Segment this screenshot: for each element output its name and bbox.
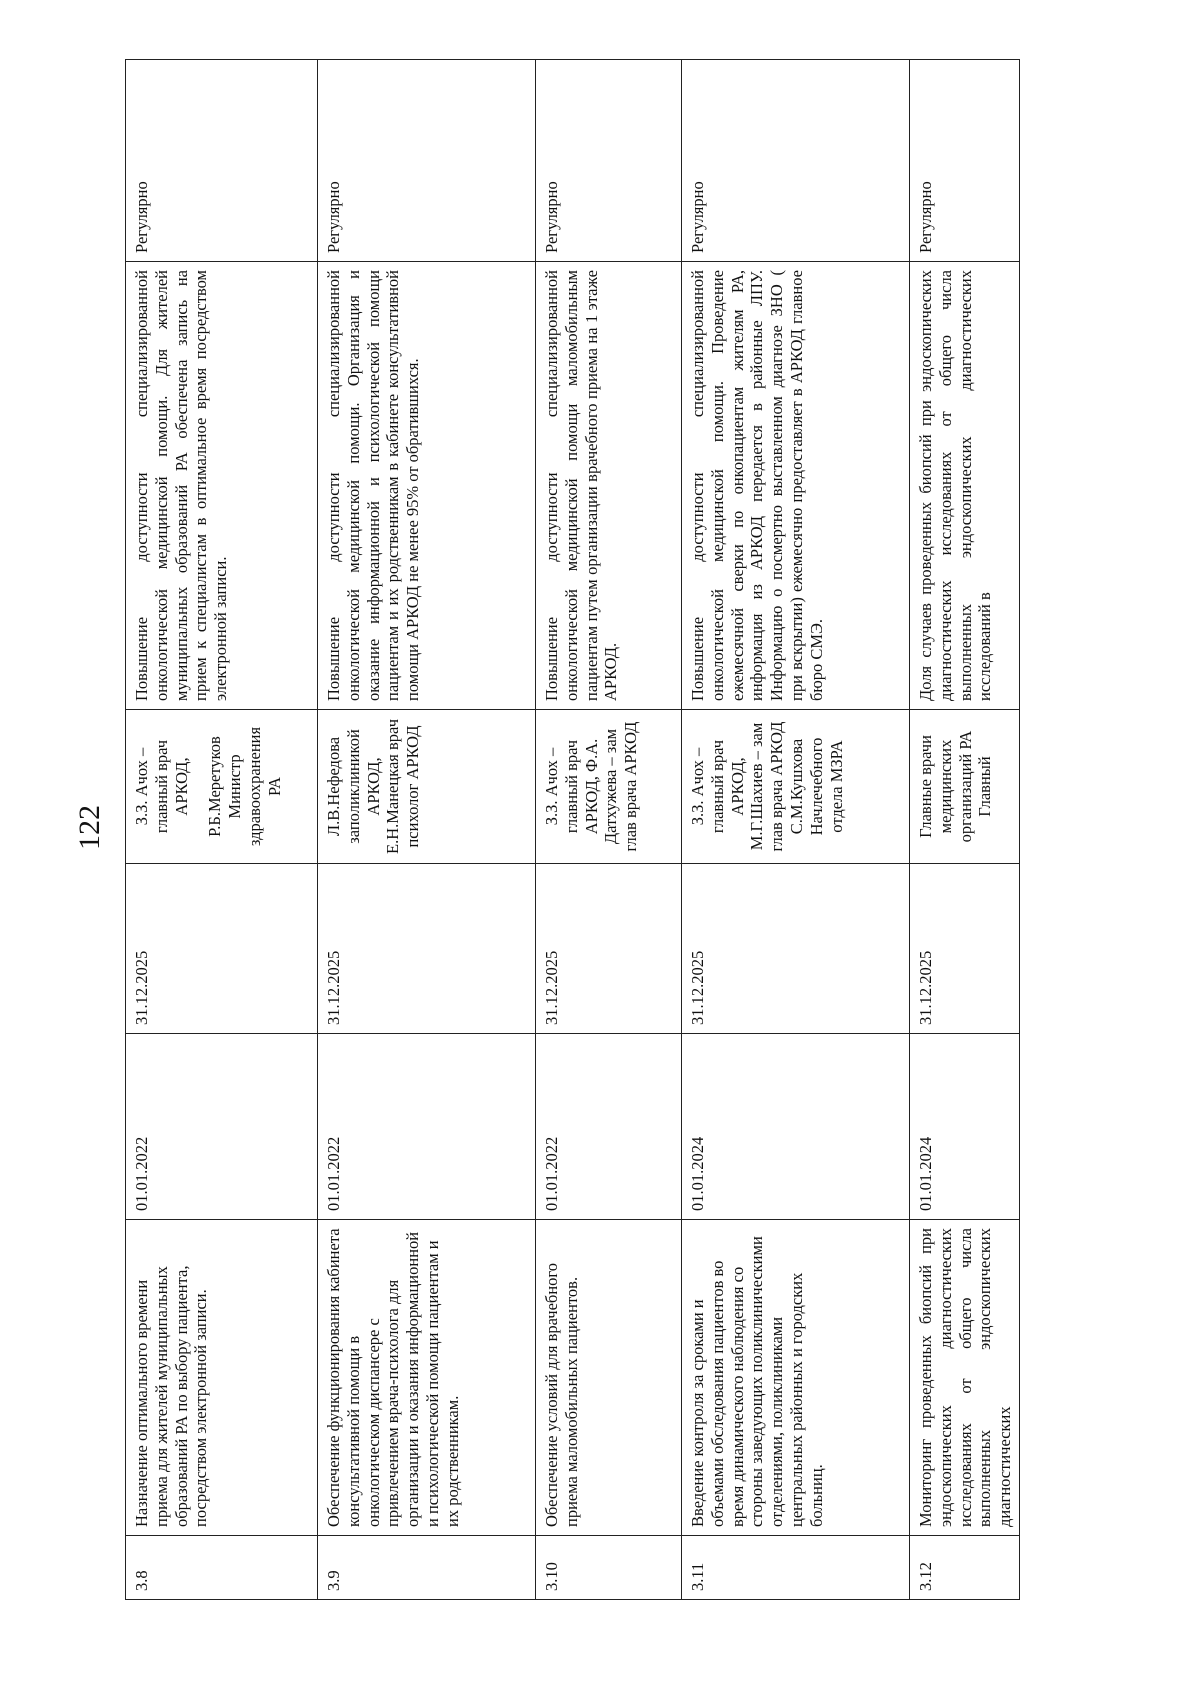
responsible-cell: [682, 710, 910, 864]
item-number: 3.11: [682, 1536, 910, 1600]
item-title: Обеспечение условий для врачебного приема маломобильных пациентов.: [536, 1220, 682, 1536]
responsible-primary: Л.В.Нефедова заполиклиникой АРКОД, Е.Н.Манецкая врач психолог АРКОД: [324, 718, 423, 855]
start-date: 01.01.2024: [682, 1034, 910, 1220]
expected-result: Повышение доступности специализированной онкологической медицинской помощи. Организация и оказание информационной и психологической помощи пациентам и их родственникам в кабинете консультативной помощи АРКОД не менее 95% от обратившихся.: [318, 262, 536, 710]
expected-result: Повышение доступности специализированной онкологической медицинской помощи. Для жителей муниципальных образований РА обеспечена запись на прием к специалистам в оптимальное время посредством электронной записи.: [126, 262, 318, 710]
frequency: Регулярно: [318, 60, 536, 262]
responsible-cell: [126, 710, 318, 864]
item-number: 3.10: [536, 1536, 682, 1600]
table-row: [536, 60, 682, 1600]
end-date: 31.12.2025: [910, 864, 1020, 1034]
frequency: Регулярно: [910, 60, 1020, 262]
item-title: Назначение оптимального времени приема для жителей муниципальных образований РА по выбору пациента, посредством электронной записи.: [126, 1220, 318, 1536]
page-number: 122: [73, 805, 106, 850]
expected-result: Повышение доступности специализированной онкологической медицинской помощи. Проведение ежемесячной сверки по онкопациентам жителям РА, информация из АРКОД передается в районные ЛПУ. Информацию о посмертно выставленном диагнозе ЗНО ( при вскрытии) ежемесячно предоставляет в АРКОД главное бюро СМЭ.: [682, 262, 910, 710]
responsible-cell: [536, 710, 682, 864]
responsible-cell: [318, 710, 536, 864]
responsible-primary: З.З. Ачох – главный врач АРКОД, Ф.А. Датхужева – зам глав врача АРКОД: [542, 721, 641, 852]
expected-result: Повышение доступности специализированной онкологической медицинской помощи маломобильным пациентам путем организации врачебного приема на 1 этаже АРКОД.: [536, 262, 682, 710]
expected-result: Доля случаев проведенных биопсий при эндоскопических диагностических исследованиях от общего числа выполненных эндоскопических диагностических исследований в: [910, 262, 1020, 710]
item-title: Мониторинг проведенных биопсий при эндоскопических диагностических исследованиях от общего числа выполненных эндоскопических диагностических: [910, 1220, 1020, 1536]
frequency: Регулярно: [126, 60, 318, 262]
item-title: Введение контроля за сроками и объемами обследования пациентов во время динамического наблюдения со стороны заведующих поликлиническими отделениями, поликлиниками центральных районных и городских больниц.: [682, 1220, 910, 1536]
responsible-primary: З.З. Ачох – главный врач АРКОД, М.Г.Шахиев – зам глав врача АРКОД С.М.Кушхова Начлечебного отдела МЗРА: [688, 721, 846, 852]
responsible-secondary: Р.Б.Меретуков Министр здравоохранения РА: [205, 726, 284, 847]
end-date: 31.12.2025: [536, 864, 682, 1034]
end-date: 31.12.2025: [126, 864, 318, 1034]
start-date: 01.01.2022: [536, 1034, 682, 1220]
start-date: 01.01.2024: [910, 1034, 1020, 1220]
plan-table: [125, 59, 1020, 1600]
item-number: 3.8: [126, 1536, 318, 1600]
item-title: Обеспечение функционирования кабинета консультативной помощи в онкологическом диспансере с привлечением врача-психолога для организации и оказания информационной и психологической помощи пациентам и их родственникам.: [318, 1220, 536, 1536]
table-row: [126, 60, 318, 1600]
responsible-primary: З.З. Ачох – главный врач АРКОД,: [132, 739, 191, 834]
start-date: 01.01.2022: [126, 1034, 318, 1220]
item-number: 3.9: [318, 1536, 536, 1600]
frequency: Регулярно: [682, 60, 910, 262]
table-row: [910, 60, 1020, 1600]
end-date: 31.12.2025: [682, 864, 910, 1034]
table-row: [682, 60, 910, 1600]
end-date: 31.12.2025: [318, 864, 536, 1034]
responsible-primary: Главные врачи медицинских организаций РА Главный: [916, 730, 995, 843]
table-row: [318, 60, 536, 1600]
item-number: 3.12: [910, 1536, 1020, 1600]
plan-table-rotated: [125, 60, 1015, 1600]
responsible-cell: [910, 710, 1020, 864]
frequency: Регулярно: [536, 60, 682, 262]
start-date: 01.01.2022: [318, 1034, 536, 1220]
